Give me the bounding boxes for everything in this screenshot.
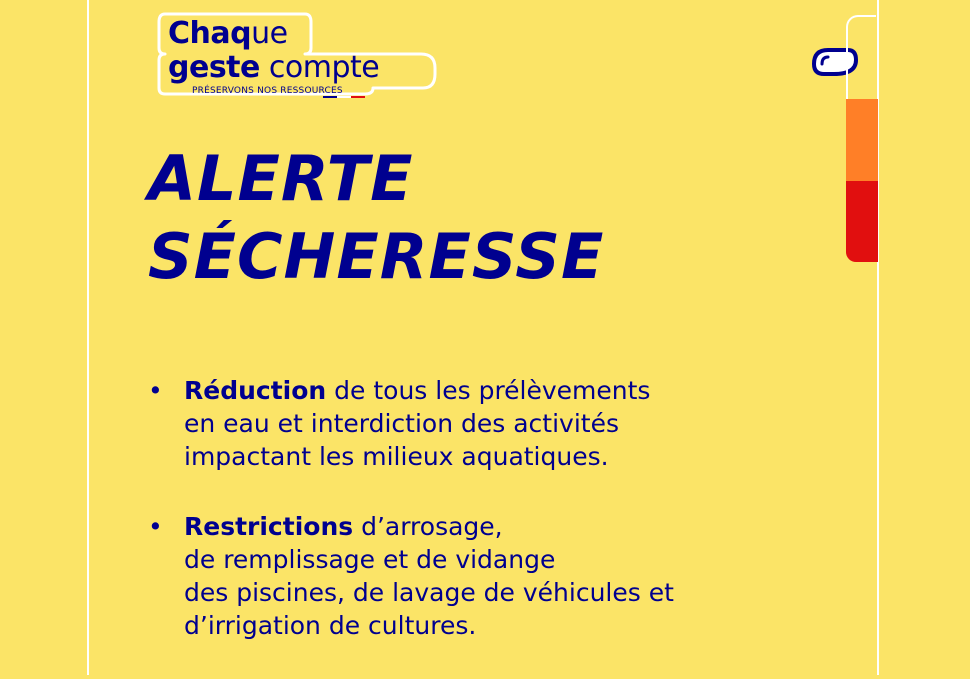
bullet-1-line-1 — [184, 374, 866, 407]
logo-word-chaque-bold: Chaq — [168, 16, 252, 51]
bullet-2-text: d’arrosage, — [353, 512, 503, 541]
bullet-1-line-3: impactant les milieux aquatiques. — [184, 442, 609, 471]
title-line-2: SÉCHERESSE — [148, 220, 605, 293]
bullet-dot: • — [148, 376, 163, 405]
measures-list — [146, 374, 866, 679]
bullet-2-line-2: de remplissage et de vidange — [184, 545, 556, 574]
bullet-1-keyword: Réduction — [184, 376, 327, 405]
bullet-2-line-3: des piscines, de lavage de véhicules et — [184, 578, 674, 607]
title-line-1: ALERTE — [148, 142, 414, 215]
logo-word-chaque-rest: ue — [251, 16, 288, 51]
page-title — [148, 140, 604, 296]
bullet-1-line-2: en eau et interdiction des activités — [184, 409, 619, 438]
drought-level-gauge — [846, 15, 878, 262]
logo-word-geste: geste — [168, 50, 260, 85]
bullet-2-keyword: Restrictions — [184, 512, 354, 541]
logo-word-chaque — [168, 18, 288, 50]
list-item-restrictions — [146, 510, 866, 642]
logo-word-geste-compte — [168, 52, 379, 84]
logo-word-compte: compte — [259, 50, 380, 85]
bullet-2-line-1 — [184, 510, 866, 543]
bullet-2-line-4: d’irrigation de cultures. — [184, 611, 477, 640]
chaque-geste-compte-logo — [155, 8, 440, 103]
bullet-dot: • — [148, 512, 163, 541]
bullet-1-text: de tous les prélèvements — [326, 376, 651, 405]
list-item-reduction — [146, 374, 866, 473]
gauge-level-red — [846, 181, 878, 262]
gauge-level-orange — [846, 99, 878, 181]
logo-tagline: PRÉSERVONS NOS RESSOURCES — [192, 86, 343, 96]
frame-left-border — [87, 0, 89, 675]
